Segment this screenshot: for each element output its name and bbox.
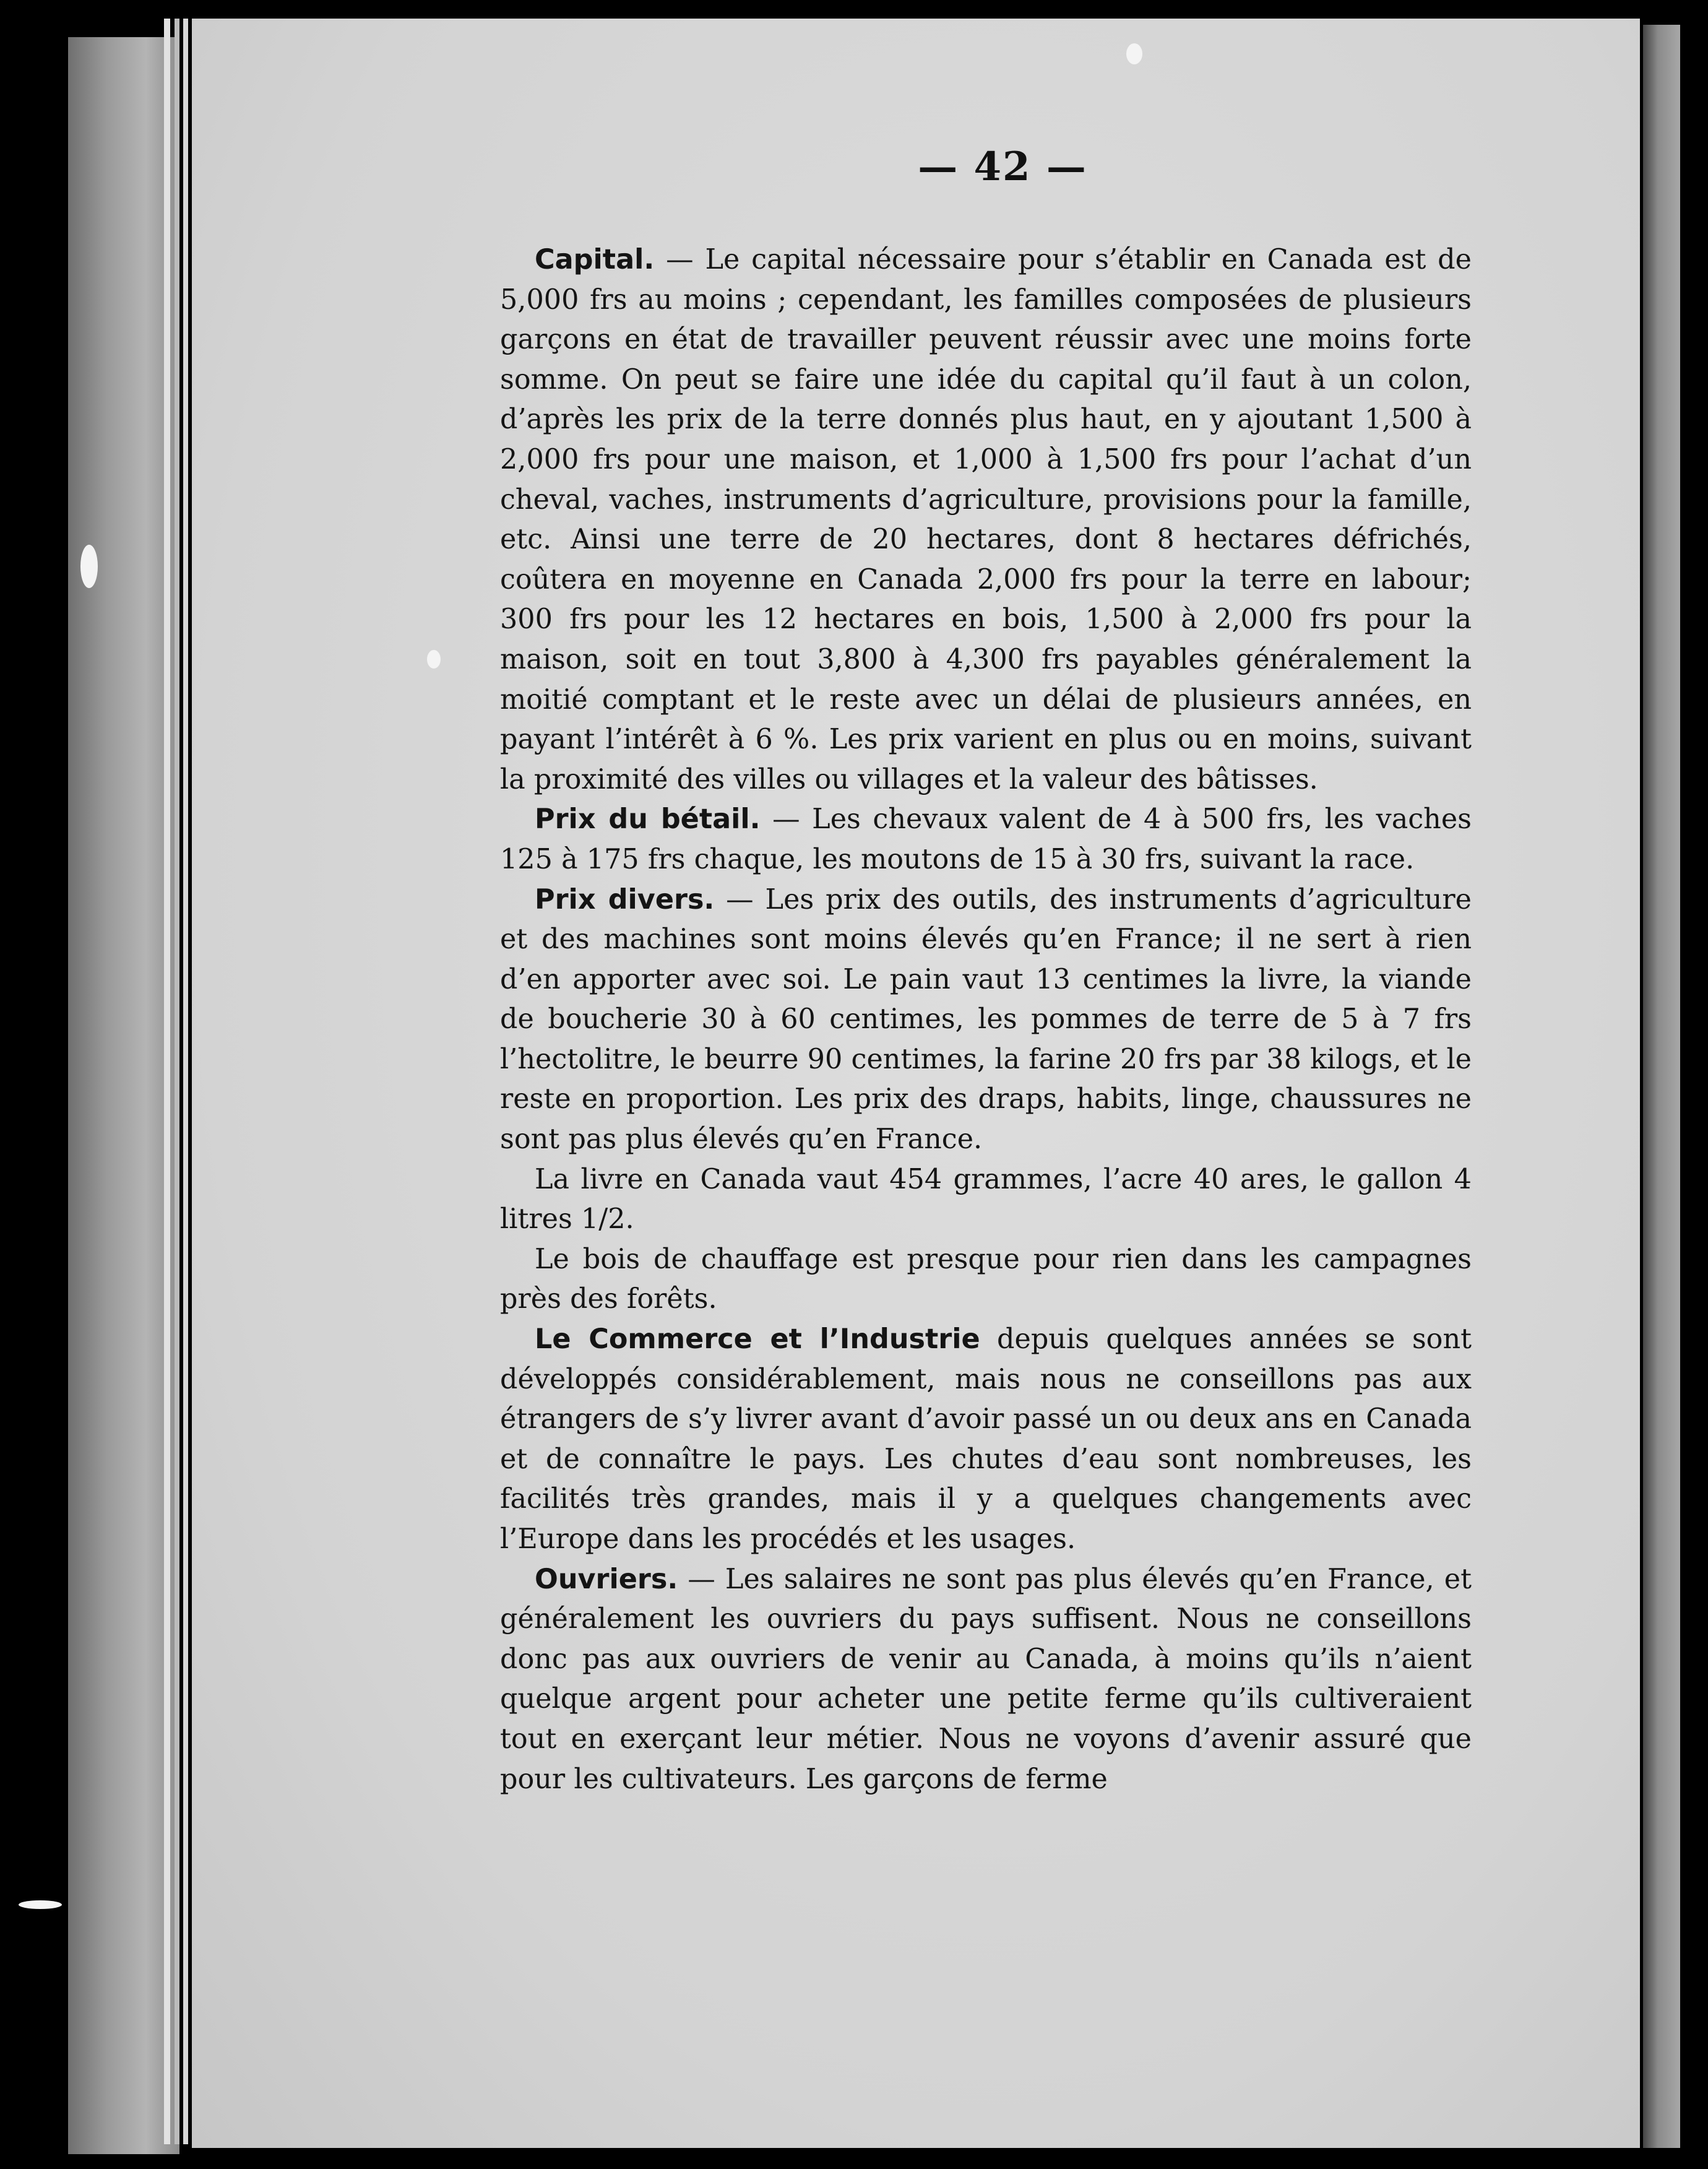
paragraph-heading: Capital. [535, 244, 655, 275]
paragraph-heading: Ouvriers. [535, 1563, 678, 1595]
paragraph-ouvriers [500, 1560, 1472, 1800]
paragraph-heading: Le Commerce et l’Industrie [535, 1323, 980, 1356]
page-number: — 42 — [918, 144, 1087, 190]
paragraph-body: — Les prix des outils, des instruments d’agriculture et des machines sont moins élevés qu’en France; il ne sert à rien d’en apporter avec soi. Le pain vaut 13 centimes la livre, la viande de boucherie 30 à 60 centimes, les pommes de terre de 5 à 7 frs l’hectolitre, le beurre 90 centimes, la farine 20 frs par 38 kilogs, et le reste en proportion. Les prix des draps, habits, linge, chaussures ne sont pas plus élevés qu’en France. [500, 883, 1472, 1156]
paragraph-units [500, 1160, 1472, 1240]
paragraph-body: Le bois de chauffage est presque pour rien dans les campagnes près des forêts. [500, 1243, 1472, 1315]
paragraph-capital [500, 240, 1472, 800]
body-text [500, 240, 1472, 1799]
scan-speck [19, 1900, 62, 1909]
page-edge [175, 19, 179, 2144]
paragraph-prix-divers [500, 880, 1472, 1160]
paragraph-heading: Prix divers. [535, 883, 715, 916]
paragraph-body: — Les chevaux valent de 4 à 500 frs, les vaches 125 à 175 frs chaque, les moutons de 15 à 30 frs, suivant la race. [500, 803, 1472, 875]
scan-speck [427, 650, 441, 669]
next-page-edge [1643, 25, 1680, 2148]
paragraph-bois [500, 1240, 1472, 1320]
page-edge [183, 19, 188, 2144]
paragraph-body: — Les salaires ne sont pas plus élevés qu’en France, et généralement les ouvriers du pays suffisent. Nous ne conseillons donc pas aux ouvriers de venir au Canada, à moins qu’ils n’aient quelque argent pour acheter une petite ferme qu’ils cultiveraient tout en exerçant leur métier. Nous ne voyons d’avenir assuré que pour les cultivateurs. Les garçons de ferme [500, 1563, 1472, 1795]
paragraph-prix-du-betail [500, 800, 1472, 880]
scan-speck [80, 545, 98, 588]
scan-speck [1126, 43, 1142, 64]
previous-page-edge [68, 37, 179, 2154]
paragraph-body: — Le capital nécessaire pour s’établir en Canada est de 5,000 frs au moins ; cependant, les familles composées de plusieurs garçons en état de travailler peuvent réussir avec une moins forte somme. On peut se faire une idée du capital qu’il faut à un colon, d’après les prix de la terre donnés plus haut, en y ajoutant 1,500 à 2,000 frs pour une maison, et 1,000 à 1,500 frs pour l’achat d’un cheval, vaches, instruments d’agriculture, provisions pour la famille, etc. Ainsi une terre de 20 hectares, dont 8 hectares défrichés, coûtera en moyenne en Canada 2,000 frs pour la terre en labour; 300 frs pour les 12 hectares en bois, 1,500 à 2,000 frs pour la maison, soit en tout 3,800 à 4,300 frs payables généralement la moitié comptant et le reste avec un délai de plusieurs années, en payant l’intérêt à 6 %. Les prix varient en plus ou en moins, suivant la proximité des villes ou villages et la valeur des bâtisses. [500, 244, 1472, 795]
paragraph-body: depuis quelques années se sont développés considérablement, mais nous ne conseillons pas aux étrangers de s’y livrer avant d’avoir passé un ou deux ans en Canada et de connaître le pays. Les chutes d’eau sont nombreuses, les facilités très grandes, mais il y a quelques changements avec l’Europe dans les procédés et les usages. [500, 1323, 1472, 1555]
page-edge [164, 19, 170, 2144]
paragraph-heading: Prix du bétail. [535, 803, 761, 836]
paragraph-commerce [500, 1320, 1472, 1560]
paragraph-body: La livre en Canada vaut 454 grammes, l’acre 40 ares, le gallon 4 litres 1/2. [500, 1163, 1472, 1236]
